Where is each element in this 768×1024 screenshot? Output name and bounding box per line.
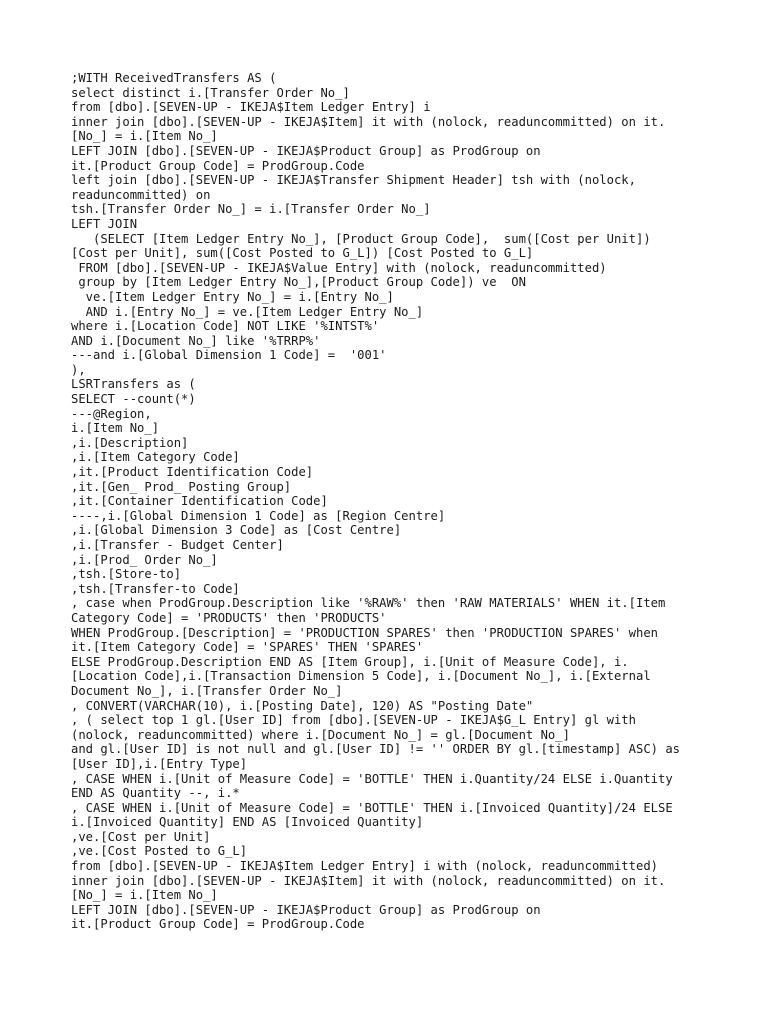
- code-line: [Location Code],i.[Transaction Dimension 5 Code], i.[Document No_], i.[External: [71, 669, 651, 684]
- code-line: group by [Item Ledger Entry No_],[Product Group Code]) ve ON: [71, 275, 526, 290]
- code-line: ,tsh.[Store-to]: [71, 567, 182, 582]
- code-line: ,it.[Gen_ Prod_ Posting Group]: [71, 479, 292, 494]
- code-line: , CASE WHEN i.[Unit of Measure Code] = 'BOTTLE' THEN i.[Invoiced Quantity]/24 ELSE: [71, 800, 673, 815]
- code-line: inner join [dbo].[SEVEN-UP - IKEJA$Item] it with (nolock, readuncommitted) on it.: [71, 114, 666, 129]
- code-line: [User ID],i.[Entry Type]: [71, 756, 248, 771]
- code-line: LEFT JOIN [dbo].[SEVEN-UP - IKEJA$Product Group] as ProdGroup on: [71, 143, 541, 158]
- code-line: SELECT --count(*): [71, 392, 196, 407]
- code-line: (nolock, readuncommitted) where i.[Document No_] = gl.[Document No_]: [71, 727, 570, 742]
- code-line: ---and i.[Global Dimension 1 Code] = '001': [71, 348, 387, 363]
- code-line: ve.[Item Ledger Entry No_] = i.[Entry No_]: [71, 289, 394, 304]
- code-line: ---@Region,: [71, 406, 152, 421]
- code-line: ,it.[Product Identification Code]: [71, 465, 314, 480]
- code-line: from [dbo].[SEVEN-UP - IKEJA$Item Ledger Entry] i: [71, 100, 431, 115]
- code-line: LSRTransfers as (: [71, 377, 196, 392]
- code-line: AND i.[Document No_] like '%TRRP%': [71, 333, 321, 348]
- code-line: ,ve.[Cost Posted to G_L]: [71, 844, 248, 859]
- code-line: [No_] = i.[Item No_]: [71, 129, 218, 144]
- code-line: [Cost per Unit], sum([Cost Posted to G_L]) [Cost Posted to G_L]: [71, 246, 534, 261]
- code-line: ,i.[Item Category Code]: [71, 450, 240, 465]
- code-line: readuncommitted) on: [71, 187, 211, 202]
- code-line: ELSE ProdGroup.Description END AS [Item Group], i.[Unit of Measure Code], i.: [71, 654, 629, 669]
- code-line: and gl.[User ID] is not null and gl.[User ID] != '' ORDER BY gl.[timestamp] ASC) as: [71, 742, 681, 757]
- code-line: FROM [dbo].[SEVEN-UP - IKEJA$Value Entry] with (nolock, readuncommitted): [71, 260, 607, 275]
- code-line: i.[Invoiced Quantity] END AS [Invoiced Quantity]: [71, 815, 424, 830]
- sql-code-block: [71, 71, 711, 932]
- code-line: tsh.[Transfer Order No_] = i.[Transfer Order No_]: [71, 202, 431, 217]
- code-line: it.[Item Category Code] = 'SPARES' THEN 'SPARES': [71, 640, 424, 655]
- code-line: ,tsh.[Transfer-to Code]: [71, 581, 240, 596]
- code-line: left join [dbo].[SEVEN-UP - IKEJA$Transfer Shipment Header] tsh with (nolock,: [71, 173, 636, 188]
- code-line: ;WITH ReceivedTransfers AS (: [71, 71, 277, 85]
- code-line: where i.[Location Code] NOT LIKE '%INTST%': [71, 319, 380, 334]
- code-line: [No_] = i.[Item No_]: [71, 888, 218, 903]
- code-line: ,i.[Description]: [71, 435, 189, 450]
- code-line: ,ve.[Cost per Unit]: [71, 829, 211, 844]
- code-line: inner join [dbo].[SEVEN-UP - IKEJA$Item] it with (nolock, readuncommitted) on it.: [71, 873, 666, 888]
- code-line: Document No_], i.[Transfer Order No_]: [71, 683, 343, 698]
- code-line: i.[Item No_]: [71, 421, 160, 436]
- code-line: ,it.[Container Identification Code]: [71, 494, 328, 509]
- code-line: ),: [71, 362, 86, 377]
- code-line: , ( select top 1 gl.[User ID] from [dbo].[SEVEN-UP - IKEJA$G_L Entry] gl with: [71, 713, 636, 728]
- code-line: , CONVERT(VARCHAR(10), i.[Posting Date], 120) AS "Posting Date": [71, 698, 534, 713]
- code-line: it.[Product Group Code] = ProdGroup.Code: [71, 917, 365, 932]
- code-line: AND i.[Entry No_] = ve.[Item Ledger Entry No_]: [71, 304, 424, 319]
- code-line: ,i.[Prod_ Order No_]: [71, 552, 218, 567]
- code-line: ,i.[Transfer - Budget Center]: [71, 538, 284, 552]
- code-line: it.[Product Group Code] = ProdGroup.Code: [71, 158, 365, 173]
- code-line: select distinct i.[Transfer Order No_]: [71, 85, 350, 100]
- code-line: END AS Quantity --, i.*: [71, 786, 240, 801]
- code-line: Category Code] = 'PRODUCTS' then 'PRODUCTS': [71, 610, 387, 625]
- code-line: LEFT JOIN [dbo].[SEVEN-UP - IKEJA$Product Group] as ProdGroup on: [71, 902, 541, 917]
- code-line: from [dbo].[SEVEN-UP - IKEJA$Item Ledger Entry] i with (nolock, readuncommitted): [71, 859, 658, 874]
- code-line: ----,i.[Global Dimension 1 Code] as [Region Centre]: [71, 508, 446, 523]
- code-line: (SELECT [Item Ledger Entry No_], [Product Group Code], sum([Cost per Unit]): [71, 231, 651, 246]
- code-line: , CASE WHEN i.[Unit of Measure Code] = 'BOTTLE' THEN i.Quantity/24 ELSE i.Quantity: [71, 771, 673, 786]
- code-line: ,i.[Global Dimension 3 Code] as [Cost Centre]: [71, 523, 402, 538]
- code-line: , case when ProdGroup.Description like '%RAW%' then 'RAW MATERIALS' WHEN it.[Item: [71, 596, 666, 611]
- code-line: WHEN ProdGroup.[Description] = 'PRODUCTION SPARES' then 'PRODUCTION SPARES' when: [71, 625, 658, 640]
- code-line: LEFT JOIN: [71, 216, 138, 231]
